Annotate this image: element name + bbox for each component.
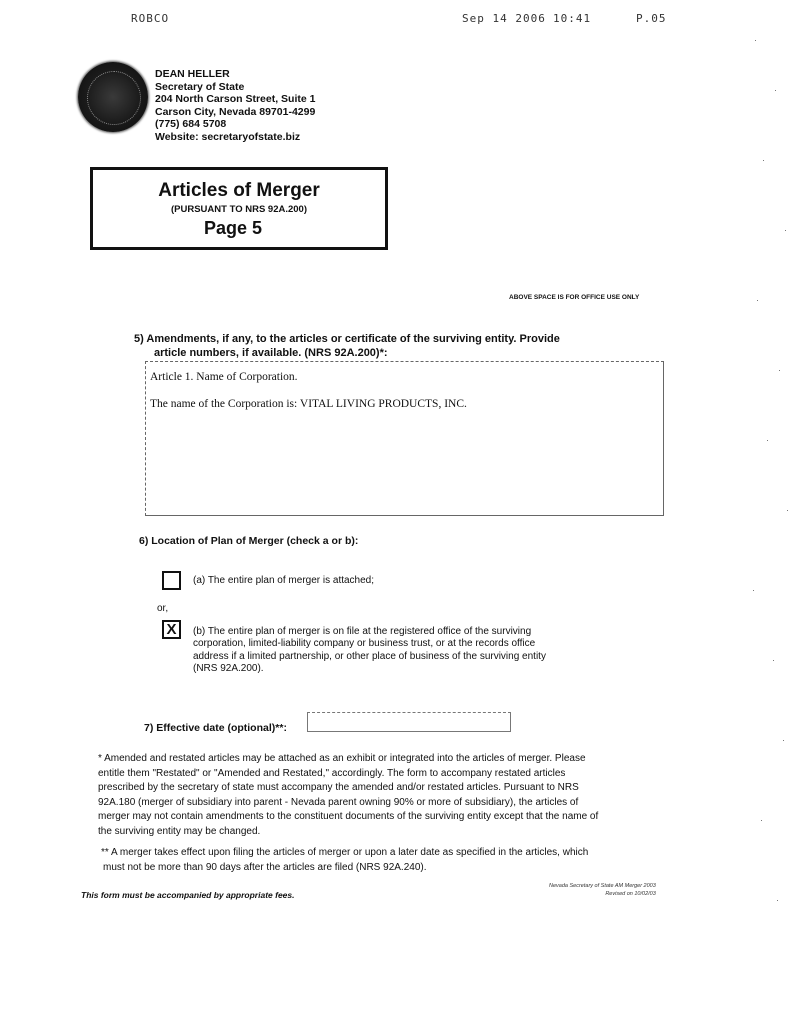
note-line: the surviving entity may be changed. [98, 825, 261, 837]
fax-date: Sep 14 2006 [462, 12, 546, 25]
note-line: must not be more than 90 days after the articles are filed (NRS 92A.240). [103, 861, 427, 873]
effective-date-field[interactable] [307, 712, 511, 732]
office-use-note: ABOVE SPACE IS FOR OFFICE USE ONLY [509, 294, 640, 301]
note-line: entitle them "Restated" or "Amended and Restated," accordingly. The form to accompany restated articles [98, 767, 566, 779]
office-title: Secretary of State [155, 80, 245, 93]
office-address: 204 North Carson Street, Suite 1 [155, 93, 316, 106]
section5-label [134, 332, 614, 360]
note-effective-date [101, 846, 691, 875]
note-line: ** A merger takes effect upon filing the articles of merger or upon a later date as specified in the articles, which [101, 847, 589, 858]
form-page: Page 5 [203, 218, 263, 238]
fax-page-number: P.05 [636, 12, 667, 25]
amendments-textbox[interactable] [145, 361, 664, 516]
amendment-line-2: The name of the Corporation is: VITAL LIVING PRODUCTS, INC. [150, 398, 467, 410]
state-seal-icon [78, 62, 148, 132]
revision-line: Revised on 10/02/03 [605, 891, 656, 897]
fax-time: 10:41 [553, 12, 592, 25]
revision-stamp [549, 882, 656, 898]
section7-label: 7) Effective date (optional)**: [144, 722, 287, 734]
or-label: or, [157, 603, 169, 614]
office-city: Carson City, Nevada 89701-4299 [155, 105, 316, 118]
option-b-line: (b) The entire plan of merger is on file at the registered office of the surviving [193, 626, 532, 637]
form-title: Articles of Merger [158, 180, 320, 201]
section6-label: 6) Location of Plan of Merger (check a or b): [139, 535, 359, 547]
revision-line: Nevada Secretary of State AM Merger 2003 [549, 883, 656, 889]
fax-noise-edge [745, 0, 793, 1026]
note-line: * Amended and restated articles may be attached as an exhibit or integrated into the articles of merger. Please [98, 753, 586, 764]
office-website: Website: secretaryofstate.biz [155, 130, 301, 143]
option-a-label: (a) The entire plan of merger is attached; [193, 575, 375, 586]
note-line: prescribed by the secretary of state must accompany the amended and/or restated articles. Pursuant to NRS [98, 782, 579, 793]
office-name: DEAN HELLER [155, 68, 230, 80]
form-title-box [90, 167, 388, 250]
form-subtitle: (PURSUANT TO NRS 92A.200) [170, 204, 308, 215]
section5-label-line2: article numbers, if available. (NRS 92A.200)*: [154, 347, 388, 359]
option-b-checkbox[interactable] [162, 620, 181, 639]
note-line: merger may not contain amendments to the constituent documents of the surviving entity except that the name of [98, 811, 599, 822]
office-header [155, 68, 315, 144]
option-b-line: (NRS 92A.200). [193, 663, 264, 675]
note-amended-articles [98, 752, 698, 839]
option-b-line: address if a limited partnership, or other place of business of the surviving entity [193, 650, 546, 662]
office-phone: (775) 684 5708 [155, 118, 227, 131]
option-b-line: corporation, limited-liability company or business trust, or at the records office [193, 638, 536, 650]
note-line: 92A.180 (merger of subsidiary into parent - Nevada parent owning 90% or more of subsidiary), the articles of [98, 796, 579, 808]
option-a-checkbox[interactable] [162, 571, 181, 590]
fax-sender: ROBCO [131, 12, 170, 25]
amendment-line-1: Article 1. Name of Corporation. [150, 371, 298, 383]
section5-label-line1: 5) Amendments, if any, to the articles or certificate of the surviving entity. Provide [134, 333, 560, 345]
option-b-check-mark: X [166, 621, 177, 638]
fees-notice: This form must be accompanied by appropriate fees. [81, 890, 295, 900]
option-b-label [193, 626, 613, 676]
